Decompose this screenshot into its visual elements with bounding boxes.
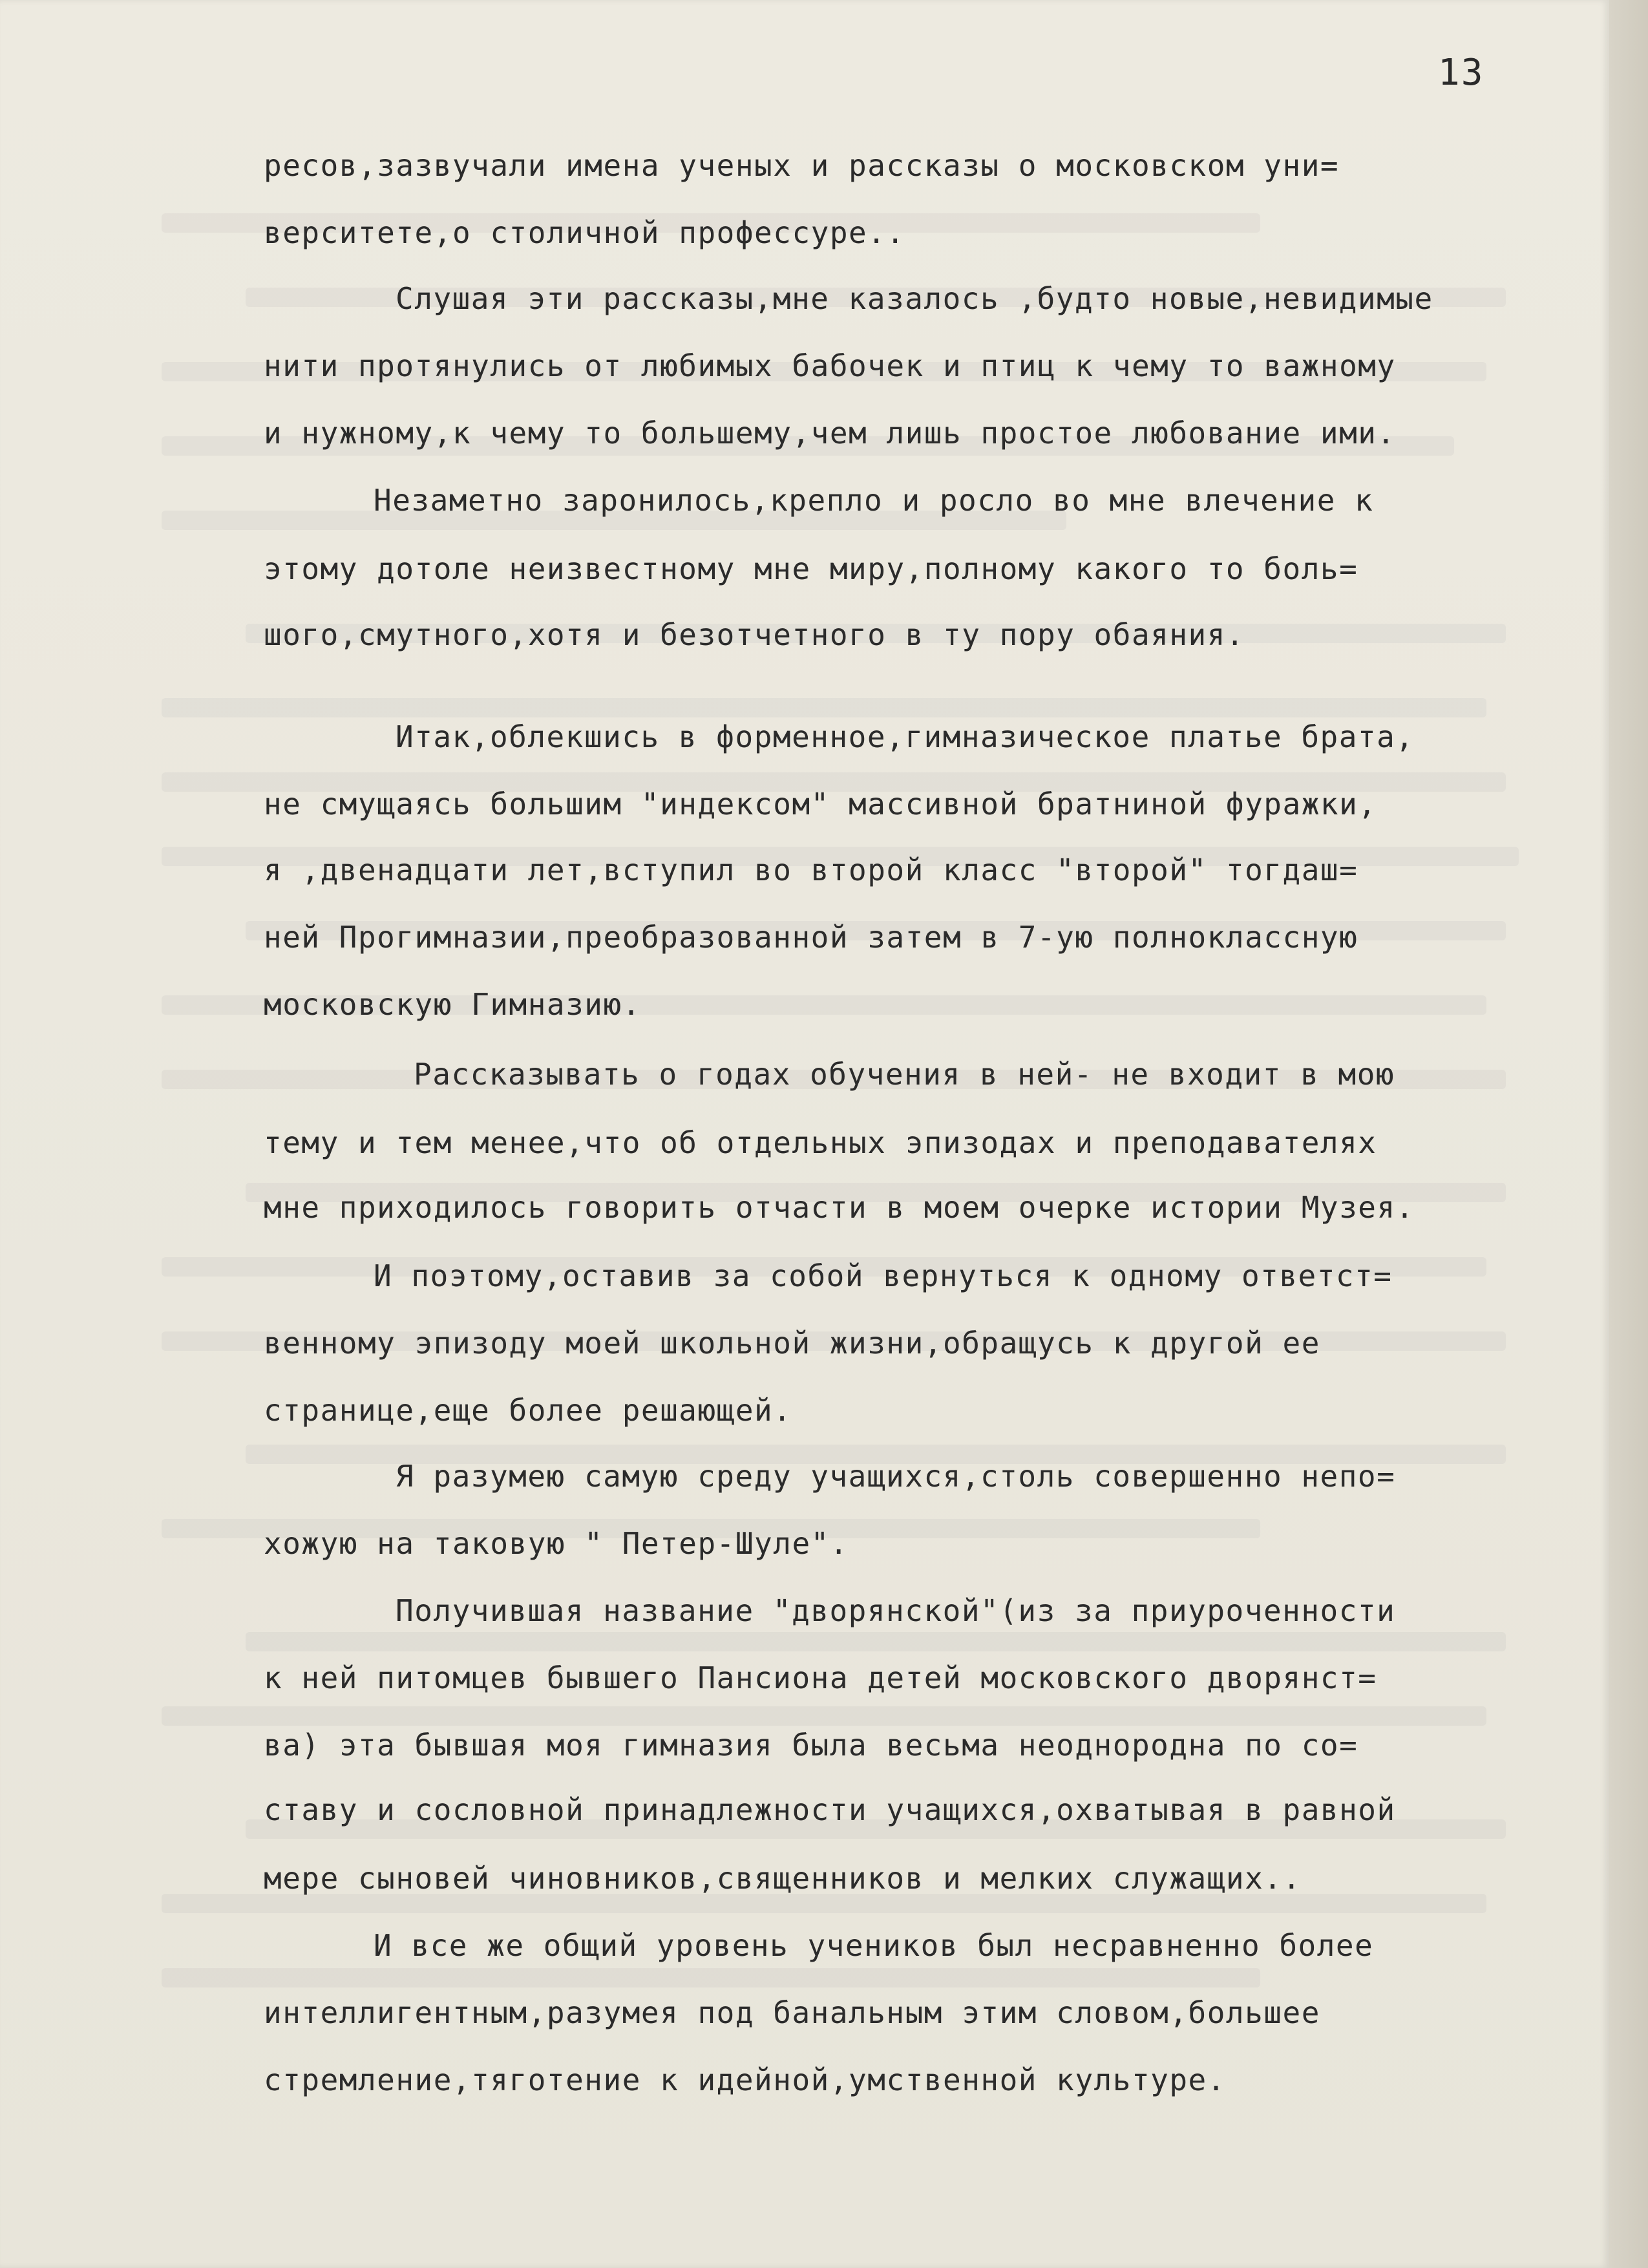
text-line: венному эпизоду моей школьной жизни,обращусь к другой ее <box>264 1326 1320 1361</box>
text-line: Незаметно заронилось,крепло и росло во мне влечение к <box>374 483 1374 518</box>
text-line: этому дотоле неизвестному мне миру,полному какого то боль= <box>264 551 1358 586</box>
page-edge <box>1609 0 1648 2268</box>
text-line: нити протянулись от любимых бабочек и птиц к чему то важному <box>264 348 1396 383</box>
text-line: ней Прогимназии,преобразованной затем в 7-ую полноклассную <box>264 920 1358 955</box>
text-line: Получившая название "дворянской"(из за приуроченности <box>396 1593 1396 1628</box>
text-line: ва) эта бывшая моя гимназия была весьма неоднородна по со= <box>264 1728 1358 1763</box>
text-line: ставу и сословной принадлежности учащихся,охватывая в равной <box>264 1792 1396 1827</box>
text-line: Слушая эти рассказы,мне казалось ,будто новые,невидимые <box>396 281 1433 316</box>
text-line: стремление,тяготение к идейной,умственной культуре. <box>264 2062 1226 2097</box>
text-line: я ,двенадцати лет,вступил во второй класс "второй" тогдаш= <box>264 853 1358 887</box>
text-line: и нужному,к чему то большему,чем лишь простое любование ими. <box>264 416 1396 450</box>
text-line: шого,смутного,хотя и безотчетного в ту пору обаяния. <box>264 617 1245 652</box>
text-line: И поэтому,оставив за собой вернуться к одному ответст= <box>374 1258 1393 1293</box>
text-line: И все же общий уровень учеников был несравненно более <box>374 1928 1374 1963</box>
text-line: странице,еще более решающей. <box>264 1393 792 1428</box>
text-line: ресов,зазвучали имена ученых и рассказы о московском уни= <box>264 148 1340 183</box>
text-line: Рассказывать о годах обучения в ней- не входит в мою <box>414 1057 1395 1092</box>
text-line: тему и тем менее,что об отдельных эпизодах и преподавателях <box>264 1125 1377 1160</box>
text-line: мне приходилось говорить отчасти в моем очерке истории Музея. <box>264 1190 1415 1225</box>
page-number: 13 <box>1438 52 1484 94</box>
text-line: интеллигентным,разумея под банальным этим словом,большее <box>264 1995 1320 2030</box>
text-line: Итак,облекшись в форменное,гимназическое платье брата, <box>396 719 1415 754</box>
text-line: Я разумею самую среду учащихся,столь совершенно непо= <box>396 1459 1396 1494</box>
text-line: верситете,о столичной профессуре.. <box>264 215 905 250</box>
text-line: мере сыновей чиновников,священников и мелких служащих.. <box>264 1861 1302 1896</box>
text-line: московскую Гимназию. <box>264 987 641 1022</box>
text-line: к ней питомцев бывшего Пансиона детей московского дворянст= <box>264 1660 1377 1695</box>
text-line: не смущаясь большим "индексом" массивной братниной фуражки, <box>264 787 1377 821</box>
text-line: хожую на таковую " Петер-Шуле". <box>264 1526 849 1561</box>
